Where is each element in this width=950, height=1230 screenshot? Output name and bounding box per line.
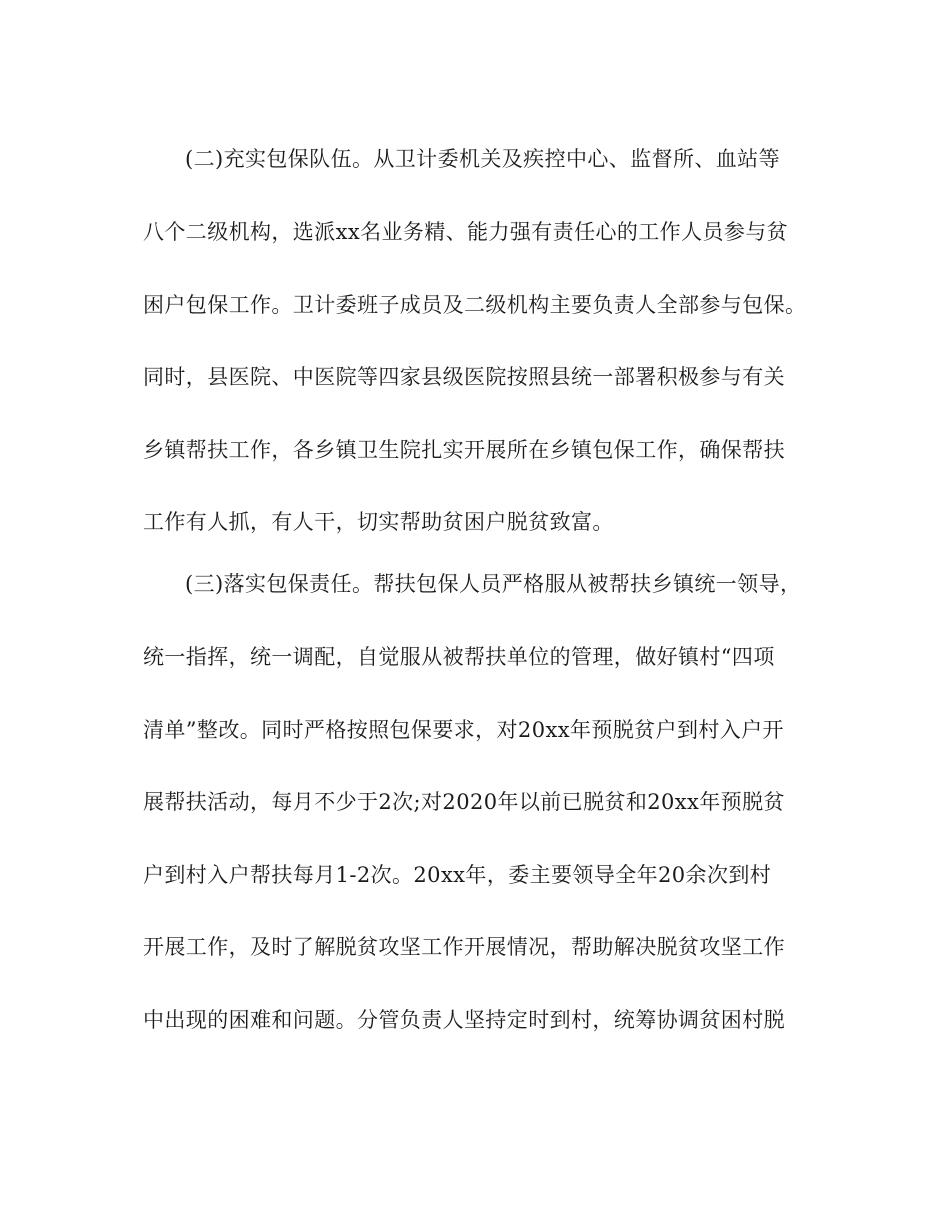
paragraph-2-line-5: 乡镇帮扶工作，各乡镇卫生院扎实开展所在乡镇包保工作，确保帮扶 (143, 438, 785, 462)
paragraph-2-line-2: 八个二级机构，选派xx名业务精、能力强有责任心的工作人员参与贫 (143, 220, 789, 244)
paragraph-3-line-2: 统一指挥，统一调配，自觉服从被帮扶单位的管理，做好镇村“四项 (143, 645, 775, 669)
paragraph-2-line-6: 工作有人抓，有人干，切实帮助贫困户脱贫致富。 (143, 510, 614, 534)
paragraph-2-line-4: 同时，县医院、中医院等四家县级医院按照县统一部署积极参与有关 (143, 365, 785, 389)
paragraph-3-line-4: 展帮扶活动，每月不少于2次;对2020年以前已脱贫和20xx年预脱贫 (143, 790, 785, 814)
paragraph-3-line-7: 中出现的困难和问题。分管负责人坚持定时到村，统筹协调贫困村脱 (143, 1008, 785, 1032)
paragraph-2-line-3: 困户包保工作。卫计委班子成员及二级机构主要负责人全部参与包保。 (143, 293, 807, 317)
paragraph-3-line-6: 开展工作，及时了解脱贫攻坚工作开展情况，帮助解决脱贫攻坚工作 (143, 935, 785, 959)
paragraph-3-line-1: (三)落实包保责任。帮扶包保人员严格服从被帮扶乡镇统一领导， (185, 572, 802, 596)
paragraph-3-line-3: 清单”整改。同时严格按照包保要求，对20xx年预脱贫户到村入户开 (143, 718, 784, 742)
paragraph-3-line-5: 户到村入户帮扶每月1-2次。20xx年，委主要领导全年20余次到村 (143, 863, 772, 887)
paragraph-2-line-1: (二)充实包保队伍。从卫计委机关及疾控中心、监督所、血站等 (185, 147, 780, 171)
